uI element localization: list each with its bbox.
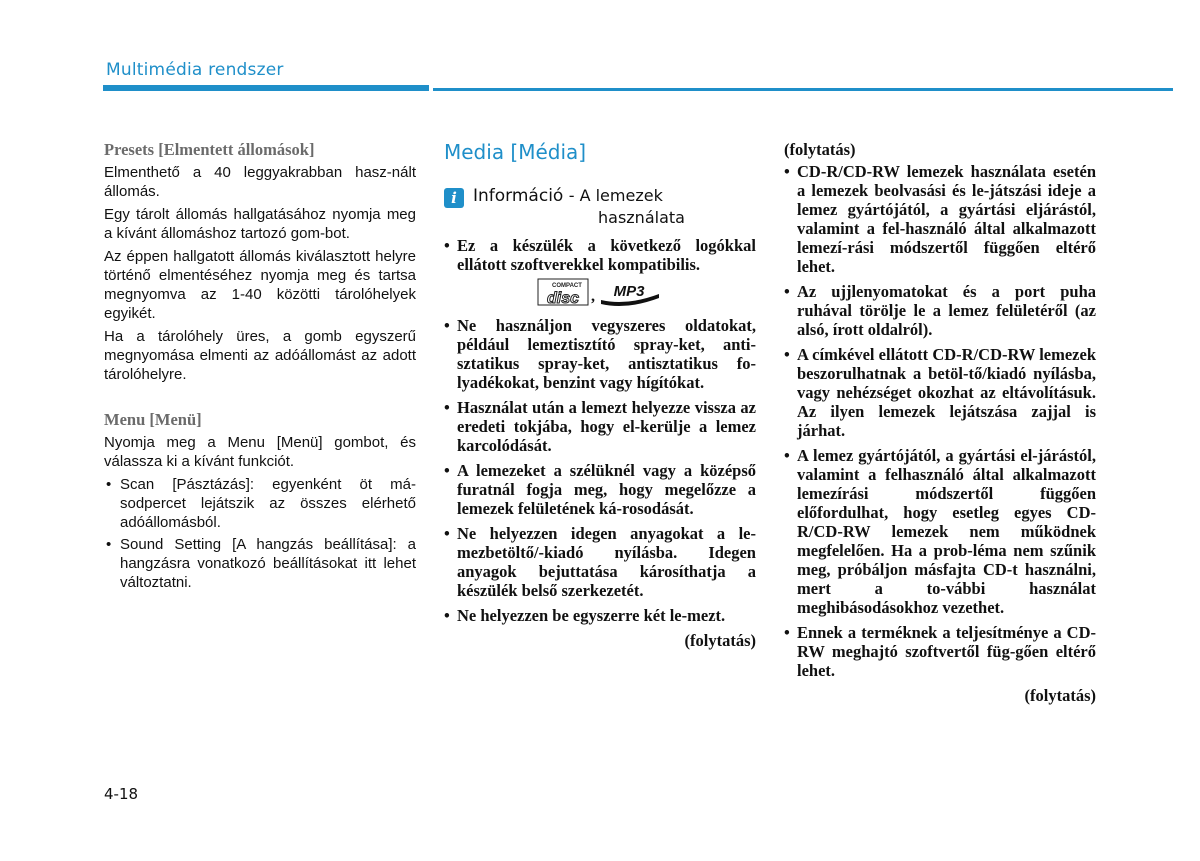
info-title-text: Információ xyxy=(473,186,564,206)
info-subtitle: - A lemezek xyxy=(568,186,663,205)
logo-separator: , xyxy=(591,288,595,305)
bullet: • xyxy=(444,524,450,543)
list-item-text: Az ujjlenyomatokat és a port puha ruhával törölje le a lemez felületéről (az alsó, írott oldalról). xyxy=(797,282,1096,339)
list-item-text: A címkével ellátott CD-R/CD-RW lemezek beszorulhatnak a betöl-tő/kiadó nyílásba, vagy nehézséget okozhat az eltávolításuk. Az ilyen lemezek lejátszása zajjal is járhat. xyxy=(797,345,1096,440)
list-item xyxy=(444,524,756,600)
list-item-text: A lemez gyártójától, a gyártási el-járástól, valamint a felhasználó által alkalmazott lemezírási módszertől függően előfordulhat, hogy esetleg egyes CD-R/CD-RW lemezek nem működnek megfelelően. Ha a prob-léma nem szűnik meg, próbáljon másfajta CD-t használni, mert a to-vábbi használat meghibásodásokhoz vezethet. xyxy=(797,446,1096,617)
presets-paragraph: Egy tárolt állomás hallgatásához nyomja meg a kívánt állomáshoz tartozó gom-bot. xyxy=(104,206,416,242)
list-item-text: Scan [Pásztázás]: egyenként öt má-sodpercet lejátszik az összes elérhető adóállomásból. xyxy=(120,476,416,531)
list-item xyxy=(444,316,756,392)
info-icon: i xyxy=(444,188,464,208)
list-item-text: Ne helyezzen be egyszerre két le-mezt. xyxy=(457,606,726,625)
list-item xyxy=(784,623,1096,680)
presets-paragraph: Ha a tárolóhely üres, a gomb egyszerű megnyomása elmenti az adóállomást az adott tárolóhelyre. xyxy=(104,328,416,383)
page-number: 4-18 xyxy=(104,785,139,803)
list-item-text: Ne használjon vegyszeres oldatokat, például lemeztisztító spray-ket, anti-sztatikus spray-ket, antisztatikus fo-lyadékokat, benzint vagy hígítókat. xyxy=(457,316,756,392)
mp3-logo xyxy=(597,280,663,306)
bullet: • xyxy=(444,398,450,417)
svg-text:MP3: MP3 xyxy=(613,283,645,300)
continued-label: (folytatás) xyxy=(684,631,756,650)
bullet: • xyxy=(784,446,790,465)
list-item-text: A lemezeket a szélüknél vagy a középső furatnál fogja meg, hogy megelőzze a lemezek felületének ká-rosodását. xyxy=(457,461,756,518)
header-bar-right xyxy=(433,88,1173,91)
bullet: • xyxy=(784,282,790,301)
list-item-text: Ne helyezzen idegen anyagokat a le-mezbetöltő/-kiadó nyílásba. Idegen anyagok bejuttatása károsíthatja a készülék belső szerkezetét. xyxy=(457,524,756,600)
list-item xyxy=(104,475,416,532)
list-item xyxy=(444,606,756,625)
info-box-header xyxy=(444,186,756,230)
list-item xyxy=(784,446,1096,617)
bullet: • xyxy=(784,162,790,181)
list-item-text: CD-R/CD-RW lemezek használata esetén a lemezek beolvasási és le-játszási ideje a lemez gyártójától, a gyártási eljárástól, valamint a fel-használó által alkalmazott lemezí-rási módszertől függően eltérő lehet. xyxy=(797,162,1096,276)
info-list-right xyxy=(784,162,1096,680)
compatible-logos xyxy=(444,276,756,306)
column-right xyxy=(784,140,1096,709)
media-title: Media [Média] xyxy=(444,140,587,164)
menu-heading: Menu [Menü] xyxy=(104,410,202,429)
info-list-continued xyxy=(444,316,756,625)
compact-disc-logo xyxy=(537,278,589,306)
list-item-text: Ennek a terméknek a teljesítménye a CD-RW meghajtó szoftvertől füg-gően eltérő lehet. xyxy=(797,623,1096,680)
svg-text:COMPACT: COMPACT xyxy=(552,283,582,289)
list-item xyxy=(784,162,1096,276)
menu-intro: Nyomja meg a Menu [Menü] gombot, és válassza ki a kívánt funkciót. xyxy=(104,434,416,470)
bullet: • xyxy=(784,623,790,642)
bullet: • xyxy=(444,236,450,255)
list-item xyxy=(784,282,1096,339)
bullet: • xyxy=(784,345,790,364)
column-middle xyxy=(444,140,756,654)
header-bar-left xyxy=(103,85,429,91)
bullet: • xyxy=(106,536,112,553)
column-left xyxy=(104,140,416,595)
bullet: • xyxy=(444,461,450,480)
menu-list xyxy=(104,475,416,592)
list-item xyxy=(444,398,756,455)
svg-text:disc: disc xyxy=(546,290,580,306)
list-item xyxy=(784,345,1096,440)
presets-heading: Presets [Elmentett állomások] xyxy=(104,140,315,159)
list-item xyxy=(444,461,756,518)
info-title xyxy=(473,186,663,206)
info-subtitle-line2: használata xyxy=(598,208,685,227)
bullet: • xyxy=(106,476,112,493)
bullet: • xyxy=(444,606,450,625)
continued-label-top: (folytatás) xyxy=(784,140,856,159)
bullet: • xyxy=(444,316,450,335)
list-item-text: Ez a készülék a következő logókkal ellátott szoftverekkel kompatibilis. xyxy=(457,236,756,274)
info-list xyxy=(444,236,756,274)
list-item-text: Használat után a lemezt helyezze vissza az eredeti tokjába, hogy el-kerülje a lemez karcolódását. xyxy=(457,398,756,455)
header-title: Multimédia rendszer xyxy=(106,60,284,80)
continued-label: (folytatás) xyxy=(1024,686,1096,705)
presets-paragraph: Elmenthető a 40 leggyakrabban hasz-nált állomás. xyxy=(104,164,416,200)
list-item-text: Sound Setting [A hangzás beállítása]: a hangzásra vonatkozó beállításokat itt lehet változtatni. xyxy=(120,536,416,591)
list-item xyxy=(104,535,416,592)
presets-paragraph: Az éppen hallgatott állomás kiválasztott helyre történő elmentéséhez nyomja meg és tartsa megnyomva az 1-40 közötti tárolóhelyek egyikét. xyxy=(104,248,416,322)
list-item xyxy=(444,236,756,274)
